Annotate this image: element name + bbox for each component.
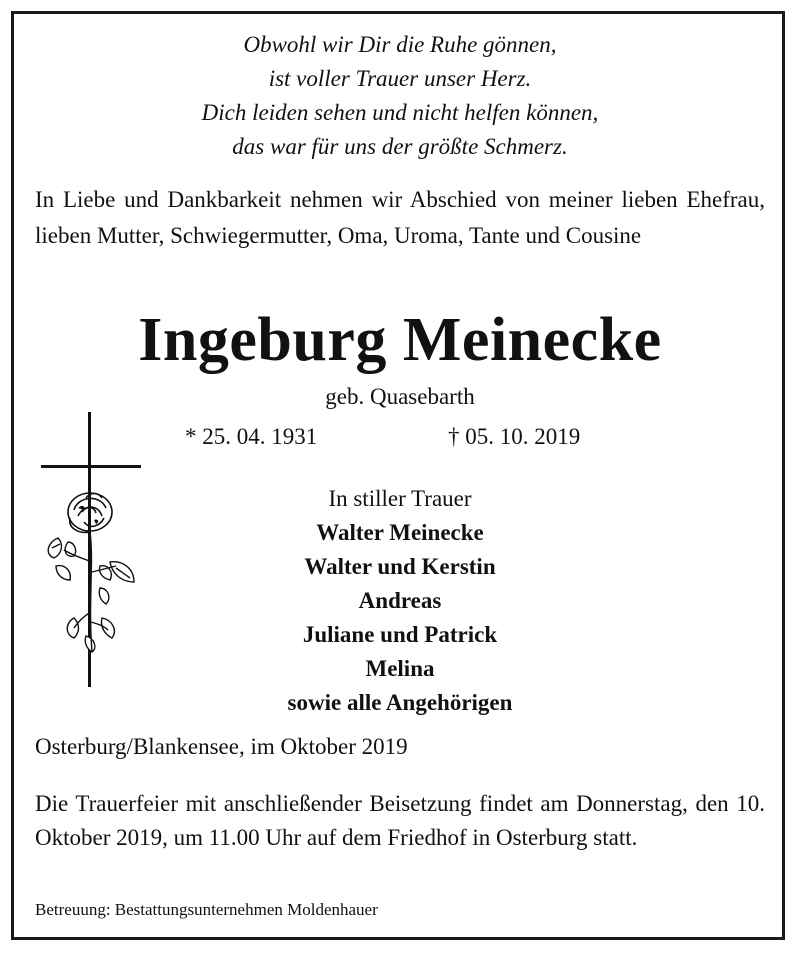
funeral-home-credit: Betreuung: Bestattungsunternehmen Moldenhauer <box>35 900 378 919</box>
death-date: † 05. 10. 2019 <box>448 424 581 449</box>
birth-date: * 25. 04. 1931 <box>185 424 318 449</box>
mourner-name: Melina <box>365 656 435 681</box>
poem <box>0 28 800 164</box>
poem-line: ist voller Trauer unser Herz. <box>268 66 532 91</box>
funeral-notice: Die Trauerfeier mit anschließender Beisetzung findet am Donnerstag, den 10. Oktober 2019, um 11.00 Uhr auf dem Friedhof in Osterburg statt. <box>35 791 765 850</box>
place-date: Osterburg/Blankensee, im Oktober 2019 <box>35 734 408 759</box>
birth-name: geb. Quasebarth <box>325 384 475 409</box>
mourner-name: Juliane und Patrick <box>302 622 498 647</box>
deceased-name: Ingeburg Meinecke <box>138 306 662 374</box>
mourning-lead: In stiller Trauer <box>328 486 472 511</box>
poem-line: Obwohl wir Dir die Ruhe gönnen, <box>243 32 557 57</box>
poem-line: das war für uns der größte Schmerz. <box>232 134 568 159</box>
poem-line: Dich leiden sehen und nicht helfen können, <box>201 100 599 125</box>
mourners-block <box>170 482 630 720</box>
mourner-name: Walter und Kerstin <box>304 554 496 579</box>
mourner-name: Andreas <box>358 588 442 613</box>
intro-text: In Liebe und Dankbarkeit nehmen wir Abschied von meiner lieben Ehefrau, lieben Mutter, Schwiegermutter, Oma, Uroma, Tante und Cousine <box>35 187 765 248</box>
cross-with-rose-icon <box>38 412 148 692</box>
mourner-name: sowie alle Angehörigen <box>287 690 513 715</box>
mourner-name: Walter Meinecke <box>316 520 484 545</box>
